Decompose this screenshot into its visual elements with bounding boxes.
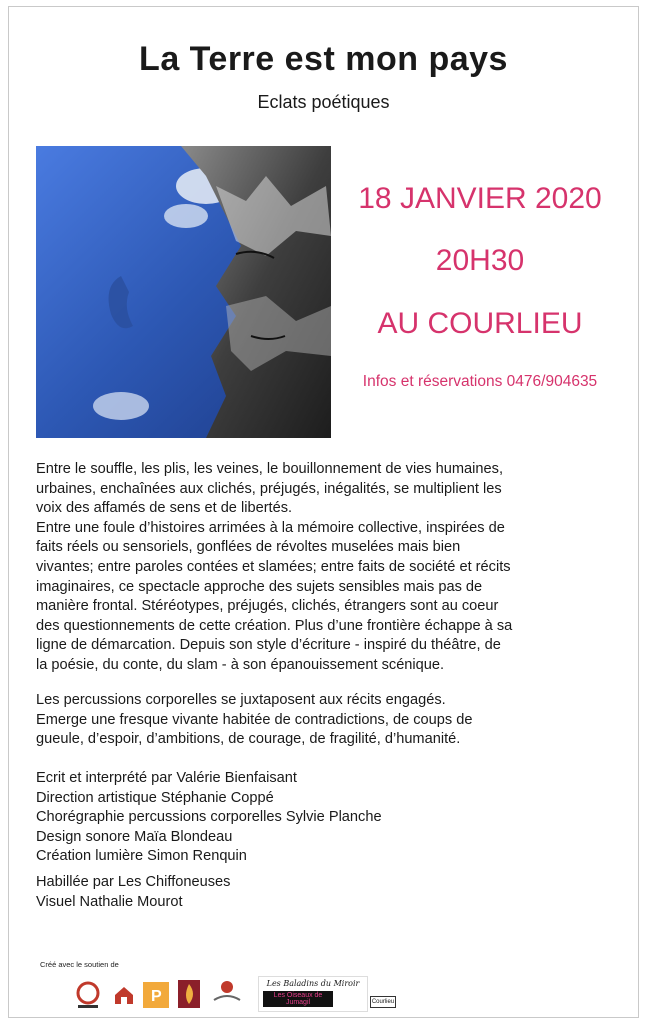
arts-logo (210, 978, 244, 1008)
credit-line: Design sonore Maïa Blondeau (36, 828, 233, 845)
event-infos: Infos et réservations 0476/904635 (362, 373, 598, 390)
face-mountain-image (36, 146, 331, 438)
desc-line: gueule, d’espoir, d’ambitions, de courage, de fragilité, d’humanité. (36, 731, 461, 748)
house-logo (113, 984, 135, 1006)
federation-logo (74, 981, 102, 1011)
courlieu-logo: Courlieu (370, 996, 396, 1008)
desc-line: manière frontal. Stéréotypes, préjugés, clichés, étrangers sont au coeur (36, 598, 499, 615)
desc-line: ligne de démarcation. Depuis son style d’écriture - inspiré du théâtre, de (36, 637, 501, 654)
desc-line: voix des affamés de sens et de libertés. (36, 500, 293, 517)
desc-line: vivantes; entre paroles contées et slamées; entre faits de société et récits (36, 558, 511, 575)
poster-visual (36, 146, 331, 438)
desc-line: la poésie, du conte, du slam - à son épanouissement scénique. (36, 656, 445, 673)
credit-line: Direction artistique Stéphanie Coppé (36, 789, 274, 806)
page-subtitle: Eclats poétiques (257, 92, 390, 112)
desc-line: urbaines, enchaînées aux clichés, préjugés, inégalités, se multiplient les (36, 480, 502, 497)
credits-list-2 (36, 873, 230, 912)
description-paragraph-1 (36, 460, 611, 676)
support-label: Créé avec le soutien de (40, 960, 119, 969)
baladins-logo (258, 976, 368, 1012)
event-date: 18 JANVIER 2020 (358, 182, 602, 215)
desc-line: imaginaires, ce spectacle approche des sujets sensibles mais pas de (36, 578, 483, 595)
credit-line: Chorégraphie percussions corporelles Sylvie Planche (36, 809, 382, 826)
credit-line: Création lumière Simon Renquin (36, 848, 247, 865)
description-paragraph-2 (36, 691, 611, 750)
baladins-logo-text: Les Baladins du Miroir (266, 979, 360, 988)
desc-line: Emerge une fresque vivante habitée de contradictions, de coups de (36, 711, 473, 728)
desc-line: Entre le souffle, les plis, les veines, le bouillonnement de vies humaines, (36, 461, 503, 477)
credits-list (36, 769, 382, 867)
page-title: La Terre est mon pays (139, 40, 508, 78)
desc-line: Entre une foule d’histoires arrimées à la mémoire collective, inspirées de (36, 519, 505, 536)
p-logo (143, 982, 169, 1008)
desc-line: Les percussions corporelles se juxtaposent aux récits engagés. (36, 692, 446, 708)
oiseaux-logo-text: Les Oiseaux de Jumagil (263, 991, 333, 1007)
event-venue: AU COURLIEU (377, 307, 583, 340)
desc-line: faits réels ou sensoriels, gonflées de révoltes muselées mais bien (36, 539, 461, 556)
svg-text:P: P (151, 988, 162, 1005)
desc-line: des questionnements de cette création. Plus d’une frontière échappe à sa (36, 617, 513, 634)
credit-line: Habillée par Les Chiffoneuses (36, 874, 231, 890)
credit-line: Ecrit et interprété par Valérie Bienfaisant (36, 770, 297, 786)
event-time: 20H30 (435, 244, 525, 277)
credit-line: Visuel Nathalie Mourot (36, 893, 183, 910)
flame-logo (178, 980, 200, 1008)
